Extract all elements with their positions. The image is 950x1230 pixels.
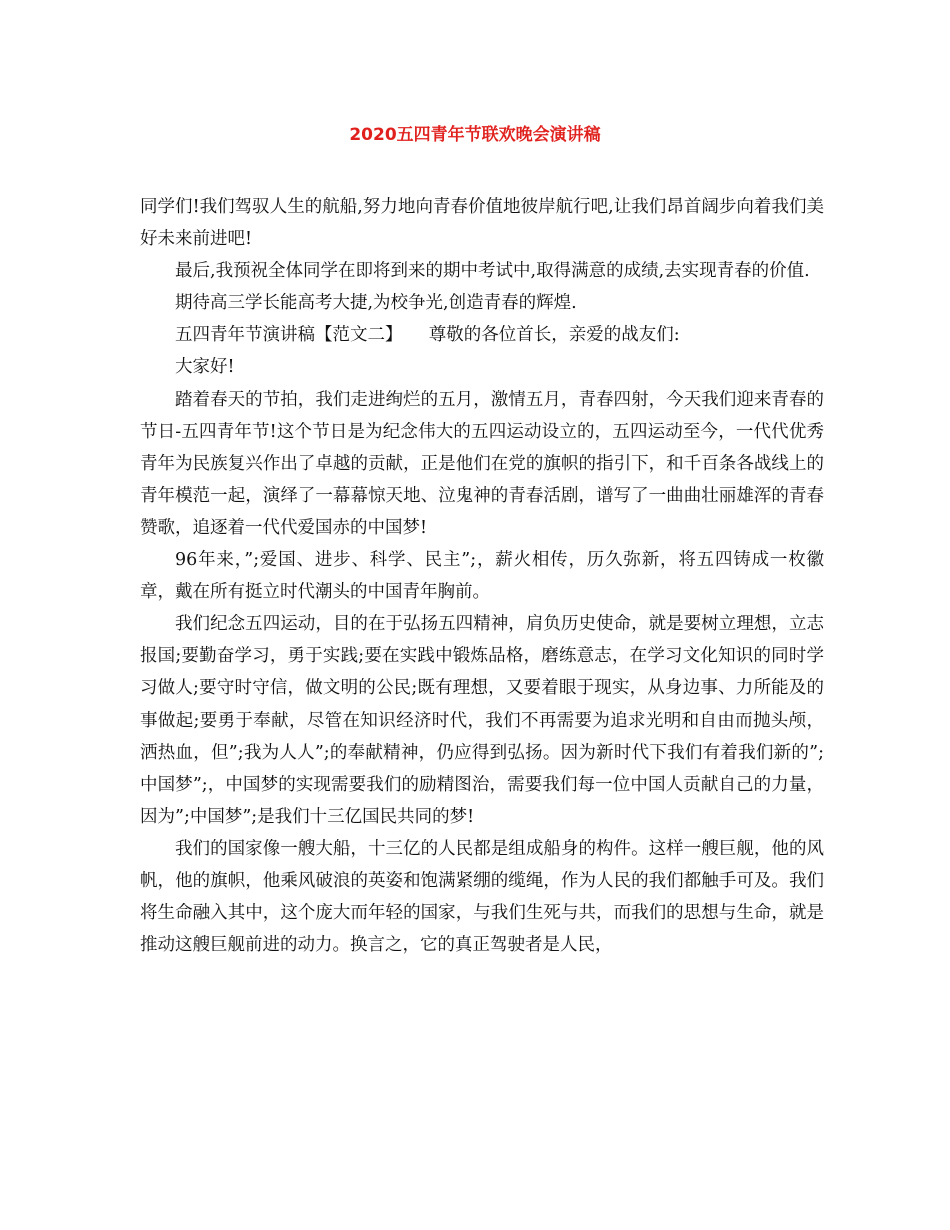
paragraph-9: 我们的国家像一艘大船，十三亿的人民都是组成船身的构件。这样一艘巨舰，他的风帆，他的旗帜，他乘风破浪的英姿和饱满紧绷的缆绳，作为人民的我们都触手可及。我们将生命融入其中，这个庞大而年轻的国家，与我们生死与共，而我们的思想与生命，就是推动这艘巨舰前进的动力。换言之，它的真正驾驶者是人民， (140, 838, 824, 956)
document-title: 2020五四青年节联欢晚会演讲稿 (349, 125, 601, 145)
paragraph-2: 最后,我预祝全体同学在即将到来的期中考试中,取得满意的成绩,去实现青春的价值. (175, 261, 810, 282)
paragraph-8: 我们纪念五四运动，目的在于弘扬五四精神，肩负历史使命，就是要树立理想，立志报国;要勤奋学习，勇于实践;要在实践中锻炼品格，磨练意志，在学习文化知识的同时学习做人;要守时守信，做文明的公民;既有理想，又要着眼于现实，从身边事、力所能及的事做起;要勇于奉献，尽管在知识经济时代，我们不再需要为追求光明和自由而抛头颅，洒热血，但”;我为人人”;的奉献精神，仍应得到弘扬。因为新时代下我们有着我们新的”;中国梦”;，中国梦的实现需要我们的励精图治，需要我们每一位中国人贡献自己的力量，因为”;中国梦”;是我们十三亿国民共同的梦! (140, 614, 824, 827)
paragraph-7: 96年来，”;爱国、进步、科学、民主”;，薪火相传，历久弥新，将五四铸成一枚徽章，戴在所有挺立时代潮头的中国青年胸前。 (140, 550, 824, 603)
paragraph-6: 踏着春天的节拍，我们走进绚烂的五月，激情五月，青春四射，今天我们迎来青春的节日-五四青年节!这个节日是为纪念伟大的五四运动设立的，五四运动至今，一代代优秀青年为民族复兴作出了卓越的贡献，正是他们在党的旗帜的指引下，和千百条各战线上的青年模范一起，演绎了一幕幕惊天地、泣鬼神的青春活剧，谱写了一曲曲壮丽雄浑的青春赞歌，追逐着一代代爱国赤的中国梦! (140, 389, 824, 538)
paragraph-1: 同学们!我们驾驭人生的航船,努力地向青春价值地彼岸航行吧,让我们昂首阔步向着我们美好未来前进吧! (140, 197, 824, 250)
document-body (140, 191, 824, 961)
paragraph-4: 五四青年节演讲稿【范文二】 尊敬的各位首长，亲爱的战友们: (175, 325, 680, 346)
paragraph-5: 大家好! (175, 357, 235, 378)
paragraph-3: 期待高三学长能高考大捷,为校争光,创造青春的辉煌. (175, 293, 577, 314)
